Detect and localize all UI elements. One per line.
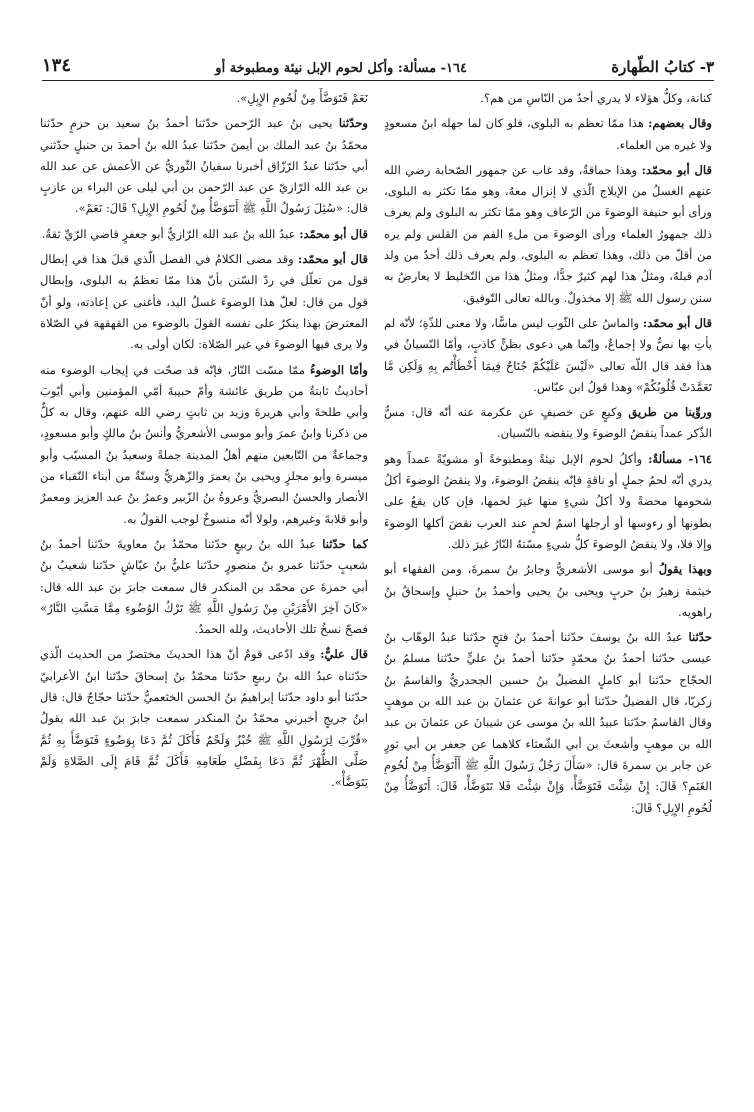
paragraph-text: عبدُ الله بنُ يوسفَ حدّثنا أحمدُ بنُ فتحٍ حدّثنا عبدُ الوهّاب بنُ عيسى حدّثنا أحمدُ بنُ محمّدٍ حدّثنا أحمدُ بنُ عليٍّ حدّثنا مسلمُ بنُ الحجّاج حدّثنا أبو كاملٍ الفضيلُ بنُ حسين الجحدريُّ والقاسمُ بنُ زكريّا، قال الفضيلُ حدّثنا أبو عوانةَ عن عثمانَ بن عبد الله بن موهبٍ وقال القاسمُ حدّثنا عبيدُ الله بنُ موسى عن شيبانَ عن عثمانَ بن عبد الله بن موهبٍ وأشعثَ بن أبي الشّعثاء كلاهما عن جعفر بن أبي ثورٍ عن جابر بن سمرةَ قال: «سَأَلَ رَجُلٌ رَسُولَ اللَّهِ ﷺ أَأَتَوَضَّأُ مِنْ لُحُومِ الغَنَمِ؟ قَالَ: إِنْ شِئْتَ فَتَوَضَّأْ، وَإِنْ شِئْتَ فَلا تَتَوَضَّأْ، قَالَ: أَتَوَضَّأُ مِنْ لُحُومِ الإِبِلِ؟ قَالَ: — [384, 630, 712, 815]
right-column — [384, 88, 712, 1092]
paragraph-lead: كما حدّثنا — [322, 536, 368, 551]
paragraph-text: وقد مضى الكلامُ في الفصل الّذي قبلَ هذا في إبطال قول من تعلّل في ردّ السّنن بأنّ هذا ممّا تعظمُ به البلوى، وإبطال قول من قال: لعلّ هذا الوضوءَ غسلُ اليد، فأغنى عن إعادته، ولو أنّ المعترضَ بهذا ينكرُ على نفسه القولَ بالوضوء من القهقهة في الصّلاة ولا يرى فيها الوضوءَ في غير الصّلاة: لكان أولى به. — [40, 252, 368, 352]
paragraph-text: هذا ممّا تعظم به البلوى، فلو كان لما جهله ابنُ مسعودٍ ولا غيره من العلماء. — [384, 116, 712, 152]
paragraph-lead: قال أبو محمّد: — [299, 226, 368, 241]
paragraph-lead: وبهذا يقولُ — [658, 562, 712, 577]
paragraph-text: ممّا مسّت النّارُ، فإنّه قد صحّت في إيجاب الوضوء منه أحاديثُ ثابتةٌ من طريق عائشة وأمّ حبيبةَ أمّي المؤمنين وأبي أيّوبَ وأبي طلحةَ وأبي هريرةَ وزيد بن ثابتٍ رضي الله عنهم، وقال به كلٌّ من ذكرنا وابنُ عمرَ وأبو موسى الأشعريُّ وأنسُ بنُ مالكٍ وأبو مسعودٍ، وجماعةٌ من التّابعين منهم أهلُ المدينة جملةً وسعيدُ بنُ المسيّب وأبو ميسرة وأبو مجلزٍ ويحيى بنُ يعمرَ والزّهريُّ وستّةٌ من أبناء النّقباء من الأنصار والحسنُ البصريُّ وعروةُ بنُ الزّبير وعمرُ بنُ عبد العزيز ومعمرٌ وأبو قلابةَ وغيرهم، ولولا أنّه منسوخٌ لوجب القولُ به. — [40, 362, 368, 526]
paragraph — [40, 224, 368, 245]
paragraph — [40, 360, 368, 530]
paragraph — [40, 88, 368, 109]
paragraph-text: وهذا حماقةٌ، وقد غاب عن جمهور الصّحابة رضي الله عنهم الغسلُ من الإيلاج الّذي لا إنزال معهُ، وهو ممّا تكثر به البلوى، ورأى أبو حنيفة الوضوءَ من الرّعاف وهو ممّا تكثر به البلوى ولم يعرف ذلك جمهورُ العلماء ورأى الوضوءَ من ملءِ الفم من القلس ولم يره من أقلّ من ذلك، وهذا تعظم به البلوى، ولم يعرف ذلك أحدٌ من ولد آدم قبلهُ، ومثلُ هذا لهم كثيرٌ جدًّا، ومثلُ هذا من التّخليط لا يعارضُ به سنن رسول الله ﷺ إلا مخذولٌ. وبالله تعالى التّوفيق. — [384, 162, 712, 305]
paragraph-text: كنانة، وكلُّ هؤلاء لا يدري أحدٌ من النّاسِ من هم؟. — [480, 91, 712, 105]
paragraph-text: وقد ادّعى قومٌ أنّ هذا الحديثَ مختصرٌ من الحديث الّذي حدّثناه عبدُ الله بنُ ربيعٍ حدّثنا محمّدُ بنُ إسحاقَ حدّثنا ابنُ الأعرابيّ حدّثنا أبو داود حدّثنا إبراهيمُ بنُ الحسن الخثعميُّ حدّثنا حجّاجٌ قال: قال ابنُ جريجٍ أخبرني محمّدُ بنُ المنكدر سمعت جابرَ بنَ عبد الله يقولُ «قُرِّبَ لِرَسُولِ اللَّهِ ﷺ خُبْزٌ وَلَحْمٌ فَأَكَلَ ثُمَّ دَعَا بِوَضُوءٍ فَتَوَضَّأَ بِهِ ثُمَّ صَلَّى الظُّهْرَ ثُمَّ دَعَا بِفَضْلِ طَعَامِهِ فَأَكَلَ ثُمَّ قَامَ إِلَى الصَّلاةِ وَلَمْ يَتَوَضَّأْ». — [40, 647, 368, 790]
paragraph-text: وأكلُ لحوم الإبل نيئةً ومطبوخةً أو مشويّةً عمداً وهو يدري أنّه لحمُ جملٍ أو ناقةٍ فإنّه ينقضُ الوضوءَ، ولا ينقضُ الوضوءَ أكلُ شحومها محضةً ولا أكلُ شيءٍ منها غيرَ لحمها، فإن كان يقعُ على بطونها أو رءوسها أو أرجلها اسمُ لحمٍ عند العرب نقضَ أكلها الوضوءَ وإلا فلا، ولا ينقضُ الوضوءَ كلُّ شيءٍ مسّتهُ النّارُ غيرَ ذلك. — [384, 451, 712, 551]
book-title: ٣- كتابُ الطّهارة — [611, 58, 714, 76]
text-columns — [40, 88, 712, 1092]
paragraph-text: يحيى بنُ عبد الرّحمن حدّثنا أحمدُ بنُ سعيد بن حزمٍ حدّثنا محمّدُ بنُ عبد الملك بن أيمنَ حدّثنا عبدُ الله بنُ أحمدَ بن حنبلٍ حدّثني أبي حدّثنا عبدُ الرّزّاق أخبرنا سفيانُ الثّوريُّ عن الأعمش عن عبد الله بن عبد الله الرّازيّ عن عبد الرّحمن بن أبي ليلى عن البراء بن عازبٍ قال: «سُئِلَ رَسُولُ اللَّهِ ﷺ أَنَتَوَضَّأُ مِنْ لُحُومِ الإِبِلِ؟ قَالَ: نَعَمْ». — [40, 116, 368, 216]
paragraph — [384, 559, 712, 623]
paragraph-lead: ١٦٤- مسألةٌ: — [648, 451, 712, 466]
paragraph-lead: قال عليٌّ: — [320, 647, 368, 662]
paragraph-lead: وأمّا الوضوءُ — [310, 362, 368, 377]
header-rule — [42, 80, 714, 81]
page-number: ١٣٤ — [42, 55, 72, 76]
paragraph — [40, 113, 368, 219]
page-header — [42, 46, 714, 76]
paragraph-text: عبدُ الله بنُ عبد الله الرّازيُّ أبو جعفرٍ قاضي الرّيِّ ثقةٌ. — [41, 226, 300, 241]
paragraph-lead: قال أبو محمّد: — [642, 315, 712, 330]
paragraph-text: وكيعٍ عن خصيفٍ عن عكرمة عنه أنّه قال: مسُّ الذّكر عمداً ينقضُ الوضوءَ ولا ينقضه بالنّسيان. — [384, 405, 712, 441]
paragraph — [384, 402, 712, 445]
paragraph-lead: حدّثنا — [688, 630, 712, 645]
paragraph — [384, 88, 712, 109]
issue-title: ١٦٤- مسألة: وأكل لحوم الإبل نيئة ومطبوخة أو — [215, 61, 467, 76]
paragraph — [40, 534, 368, 640]
paragraph — [384, 627, 712, 819]
left-column — [40, 88, 368, 1092]
paragraph-lead: وقال بعضهم: — [648, 116, 712, 131]
paragraph — [384, 449, 712, 555]
paragraph — [384, 113, 712, 156]
paragraph — [40, 249, 368, 355]
paragraph-text: عبدُ الله بنُ ربيعٍ حدّثنا محمّدُ بنُ معاويةَ حدّثنا أحمدُ بنُ شعيبٍ حدّثنا عمرو بنُ منصورٍ حدّثنا عليُّ بنُ عيّاشٍ حدّثنا شعيبُ بنُ أبي حمزةَ عن محمّد بن المنكدر قال سمعت جابرَ بنَ عبد الله قال: «كَانَ آخِرَ الأَمْرَيْنِ مِنْ رَسُولِ اللَّهِ ﷺ تَرْكُ الوُضُوءِ مِمَّا مَسَّتِ النَّارُ» فصحّ نسخُ تلك الأحاديث، ولله الحمدُ. — [40, 536, 368, 637]
paragraph — [384, 160, 712, 309]
paragraph-text: نَعَمْ فَتَوَضَّأْ مِنْ لُحُومِ الإِبِلِ». — [236, 91, 368, 105]
paragraph-lead: وروِّينا من طريق — [628, 405, 712, 420]
paragraph-lead: قال أبو محمّد: — [298, 252, 368, 267]
paragraph-text: والماسُ على الثّوب ليس ماسًّا، ولا معنى للذّةِ؛ لأنّه لم يأتِ بها نصٌّ ولا إجماعٌ، وإنّما هي دعوى بظنٍّ كاذبٍ، وأمّا النّسيانُ في هذا فقد قال اللّه تعالى «لَيْسَ عَلَيْكُمْ جُنَاحٌ فِيمَا أَخْطَأْتُم بِهِ وَلَكِن مَّا تَعَمَّدَتْ قُلُوبُكُمْ» وهذا قولُ ابن عبّاس. — [384, 315, 712, 394]
paragraph — [384, 313, 712, 398]
paragraph-lead: قال أبو محمّد: — [641, 162, 712, 177]
paragraph — [40, 644, 368, 793]
paragraph-lead: وحدّثنا — [338, 116, 368, 131]
paragraph-text: أبو موسى الأشعريُّ وجابرُ بنُ سمرةَ، ومن الفقهاء أبو خيثمة زهيرُ بنُ حربٍ ويحيى بنُ يحيى وأحمدُ بنُ حنبلٍ وإسحاقُ بنُ راهويه. — [384, 562, 712, 619]
